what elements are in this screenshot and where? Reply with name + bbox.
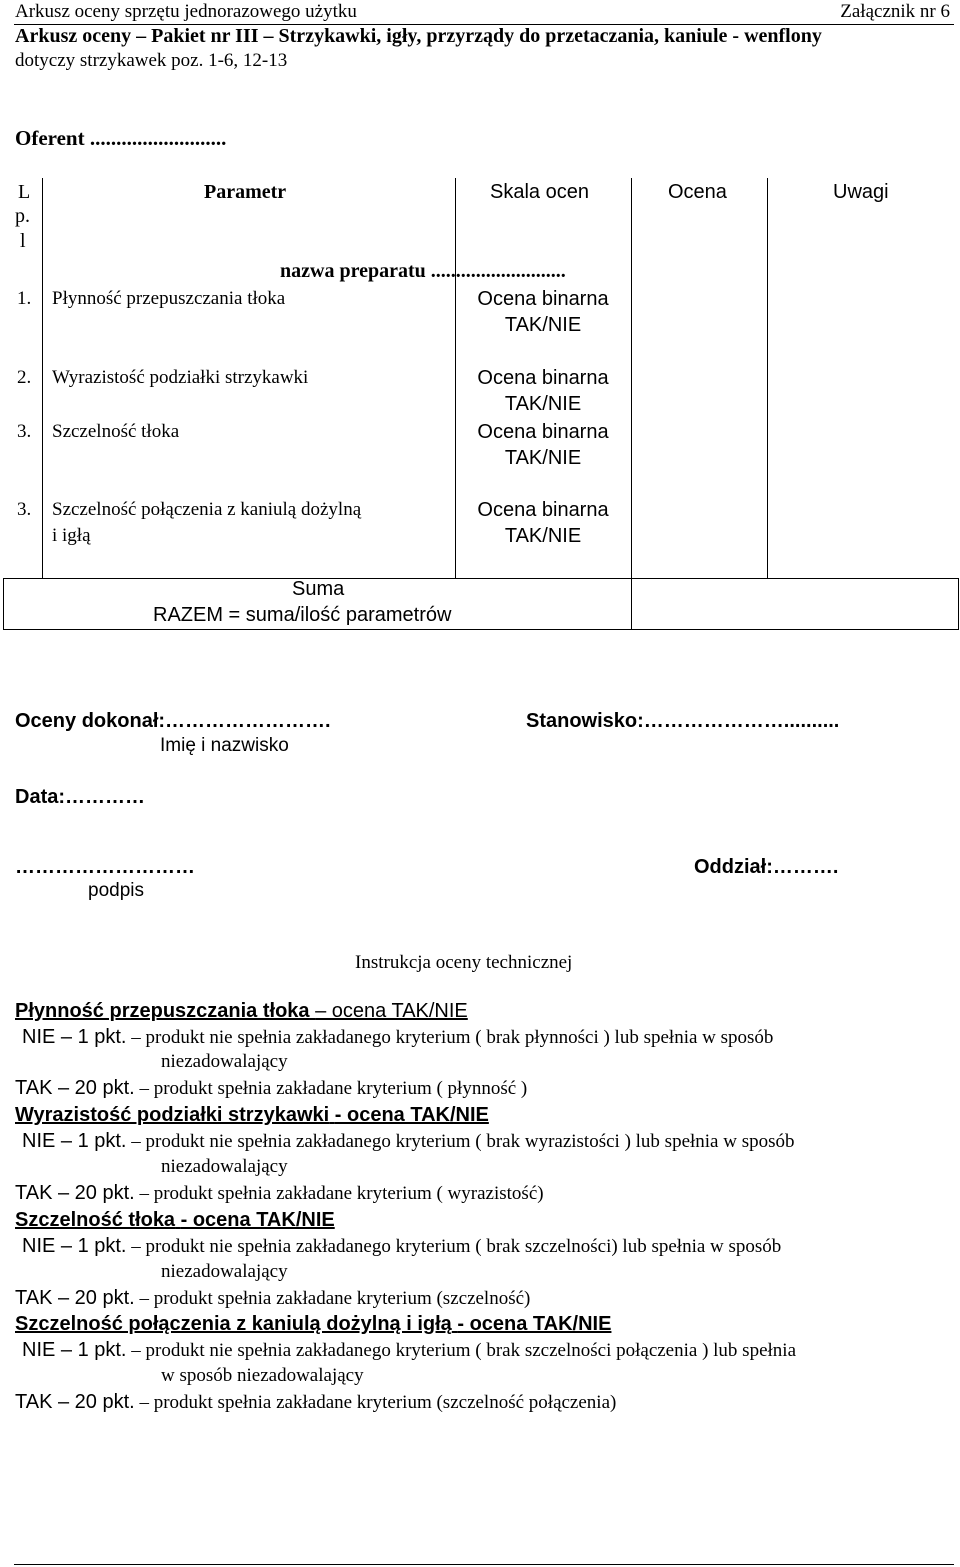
evaluator-caption: Imię i nazwisko [160,735,289,756]
instruction-nie-cont: niezadowalający [161,1051,288,1072]
instruction-nie-label: NIE – 1 pkt. [22,1130,127,1152]
signature-caption: podpis [88,880,144,901]
instruction-tak-text: – produkt spełnia zakładane kryterium (szczelność połączenia) [139,1392,617,1413]
header-parametr: Parametr [204,181,287,203]
instruction-nie-text: – produkt nie spełnia zakładanego kryterium ( brak szczelności) lub spełnia w sposób [131,1236,782,1257]
row-scale-values: TAK/NIE [504,393,582,415]
instruction-heading-scale: – ocena TAK/NIE [315,1000,468,1022]
header-lp-1: L [18,181,31,203]
signature-line: ……………………… [15,856,195,878]
row-param: Szczelność tłoka [52,421,180,442]
instruction-nie-cont: niezadowalający [161,1156,288,1177]
instruction-heading-scale: - ocena TAK/NIE [180,1209,335,1231]
date-field: Data:………… [15,786,146,808]
row-scale: Ocena binarna [477,421,609,443]
row-lp: 2. [17,367,32,388]
row-scale: Ocena binarna [477,499,609,521]
instruction-nie-label: NIE – 1 pkt. [22,1339,127,1361]
instruction-tak-line [15,1182,544,1205]
instruction-nie-line [22,1339,796,1362]
instruction-tak-line [15,1287,530,1310]
position-field: Stanowisko:………………….......... [526,710,840,732]
instruction-nie-label: NIE – 1 pkt. [22,1235,127,1257]
instruction-nie-cont: w sposób niezadowalający [161,1365,364,1386]
instruction-heading-scale: - ocena TAK/NIE [334,1104,489,1126]
instruction-nie-text: – produkt nie spełnia zakładanego kryterium ( brak wyrazistości ) lub spełnia w sposób [131,1131,795,1152]
instruction-tak-text: – produkt spełnia zakładane kryterium ( wyrazistość) [139,1183,544,1204]
row-param: Płynność przepuszczania tłoka [52,288,286,309]
instruction-heading [15,1104,489,1127]
row-lp: 3. [17,499,32,520]
instruction-nie-label: NIE – 1 pkt. [22,1026,127,1048]
instruction-tak-text: – produkt spełnia zakładane kryterium (szczelność) [139,1288,531,1309]
instruction-tak-label: TAK – 20 pkt. [15,1287,135,1309]
instruction-heading-scale: - ocena TAK/NIE [457,1313,612,1335]
instruction-nie-text: – produkt nie spełnia zakładanego kryterium ( brak szczelności połączenia ) lub spełnia [131,1340,796,1361]
instruction-heading [15,1209,335,1232]
instruction-heading-criterion: Płynność przepuszczania tłoka [15,1000,310,1022]
doc-header-right: Załącznik nr 6 [840,1,950,22]
header-lp-3: l [20,230,26,252]
instruction-tak-label: TAK – 20 pkt. [15,1391,135,1413]
instruction-heading [15,1313,611,1336]
evaluator-field: Oceny dokonał:……………………. [15,710,331,732]
instruction-heading-criterion: Szczelność tłoka [15,1209,176,1231]
header-uwagi: Uwagi [833,181,889,203]
header-lp-2: p. [15,205,30,227]
instruction-tak-label: TAK – 20 pkt. [15,1077,135,1099]
instruction-heading-criterion: Szczelność połączenia z kaniulą dożylną i igłą [15,1313,452,1335]
instruction-nie-line [22,1130,795,1153]
instruction-nie-line [22,1026,773,1049]
instruction-tak-label: TAK – 20 pkt. [15,1182,135,1204]
instruction-tak-text: – produkt spełnia zakładane kryterium ( płynność ) [139,1078,528,1099]
row-scale: Ocena binarna [477,288,609,310]
header-ocena: Ocena [668,181,727,203]
instruction-nie-text: – produkt nie spełnia zakładanego kryterium ( brak płynności ) lub spełnia w sposób [131,1027,774,1048]
preparation-name: nazwa preparatu ........................... [280,260,566,282]
instruction-heading [15,1000,468,1023]
doc-subtitle: dotyczy strzykawek poz. 1-6, 12-13 [15,50,288,71]
row-param: Szczelność połączenia z kaniulą dożylną [52,499,362,520]
row-lp: 1. [17,288,32,309]
row-param: Wyrazistość podziałki strzykawki [52,367,309,388]
department-field: Oddział:………. [694,856,839,878]
row-scale-values: TAK/NIE [504,447,582,469]
instruction-tak-line [15,1077,527,1100]
row-lp: 3. [17,421,32,442]
row-scale-values: TAK/NIE [504,525,582,547]
row-scale-values: TAK/NIE [504,314,582,336]
instruction-nie-cont: niezadowalający [161,1261,288,1282]
oferent-field: Oferent .......................... [15,126,227,150]
instruction-nie-line [22,1235,781,1258]
instructions-title: Instrukcja oceny technicznej [355,952,573,973]
footer-rule [14,1564,954,1565]
row-param-cont: i igłą [52,525,91,546]
instruction-heading-criterion: Wyrazistość podziałki strzykawki [15,1104,330,1126]
razem-label: RAZEM = suma/ilość parametrów [153,604,452,626]
suma-label: Suma [292,578,345,600]
instruction-tak-line [15,1391,616,1414]
row-scale: Ocena binarna [477,367,609,389]
doc-title: Arkusz oceny – Pakiet nr III – Strzykawki, igły, przyrządy do przetaczania, kaniule - wenflony [15,25,822,47]
header-skala-ocen: Skala ocen [490,181,589,203]
doc-header-left: Arkusz oceny sprzętu jednorazowego użytku [15,1,357,22]
